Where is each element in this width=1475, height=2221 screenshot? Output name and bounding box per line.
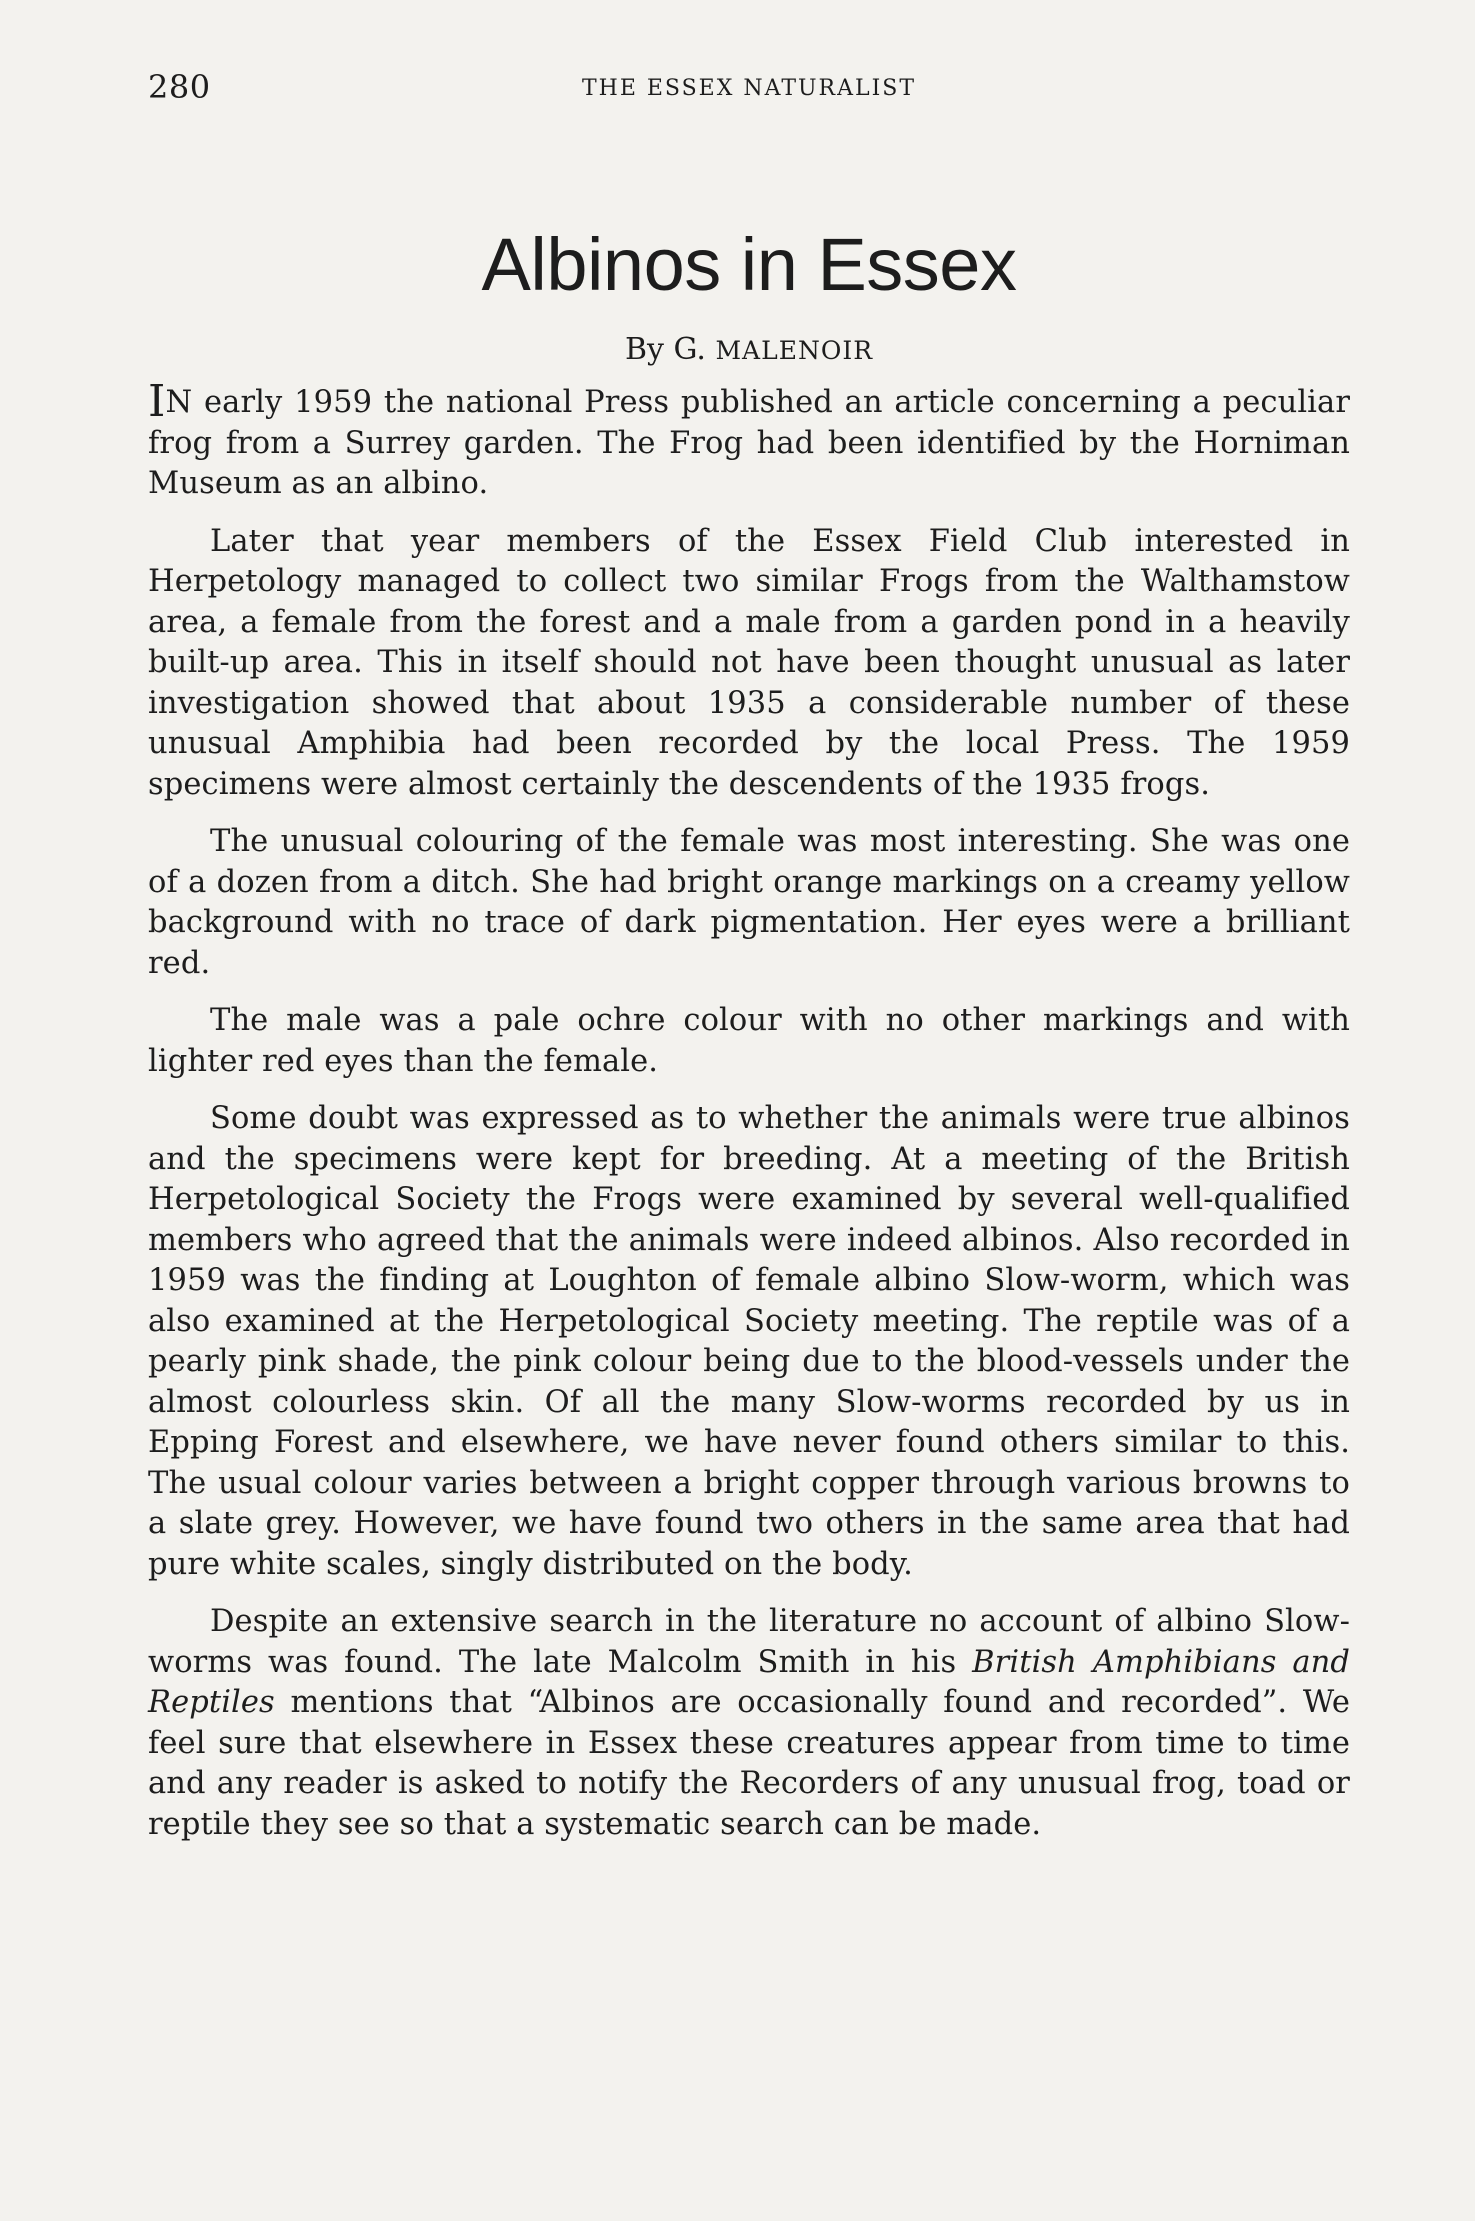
paragraph-4: The male was a pale ochre colour with no other markings and with lighter red eyes than the female. <box>148 1003 1350 1079</box>
author-name: MALENOIR <box>715 336 874 365</box>
paragraph-2: Later that year members of the Essex Field Club interested in Herpetology managed to collect two similar Frogs from the Walthamstow area, a female from the forest and a male from a garden pond in a heavily built-up area. This in itself should not have been thought unusual as later investigation showed that about 1935 a considerable number of these unusual Amphibia had been recorded by the local Press. The 1959 specimens were almost certainly the descendents of the 1935 frogs. <box>148 523 1350 802</box>
paragraph-1 <box>148 376 1350 505</box>
paragraph-1-text: early 1959 the national Press published an article concerning a peculiar frog from a Surrey garden. The Frog had been identified by the Horniman Museum as an albino. <box>148 385 1350 501</box>
byline-prefix: By G. <box>624 332 716 367</box>
running-head <box>148 68 1350 118</box>
byline <box>148 332 1350 367</box>
paragraph-6-text-end: mentions that “Albinos are occasionally found and recorded”. We feel sure that elsewhere in Essex these creatures appear from time to time and any reader is asked to notify the Recorders of any unusual frog, toad or reptile they see so that a systematic search can be made. <box>148 1685 1350 1842</box>
journal-name: THE ESSEX NATURALIST <box>581 76 917 101</box>
paragraph-6-text-start: Despite an extensive search in the literature no account of albino Slow-worms was found. The late Malcolm Smith in his <box>148 1604 1350 1680</box>
article-title: Albinos in Essex <box>481 223 1017 306</box>
page-number: 280 <box>148 68 211 106</box>
drop-cap: I <box>148 376 166 427</box>
paragraph-3: The unusual colouring of the female was most interesting. She was one of a dozen from a ditch. She had bright orange markings on a creamy yellow background with no trace of dark pigmentation. Her eyes were a brilliant red. <box>148 824 1350 981</box>
paragraph-6 <box>148 1602 1350 1845</box>
document-page <box>148 68 1350 1862</box>
initial-second-letter: N <box>165 385 193 420</box>
paragraph-5: Some doubt was expressed as to whether the animals were true albinos and the specimens were kept for breeding. At a meeting of the British Herpetological Society the Frogs were examined by several well-qualified members who agreed that the animals were indeed albinos. Also recorded in 1959 was the finding at Loughton of female albino Slow-worm, which was also examined at the Herpetological Society meeting. The reptile was of a pearly pink shade, the pink colour being due to the blood-vessels under the almost colourless skin. Of all the many Slow-worms recorded by us in Epping Forest and elsewhere, we have never found others similar to this. The usual colour varies between a bright copper through various browns to a slate grey. However, we have found two others in the same area that had pure white scales, singly distributed on the body. <box>148 1101 1350 1582</box>
book-title: British Amphibians and Reptiles <box>148 1644 1350 1720</box>
